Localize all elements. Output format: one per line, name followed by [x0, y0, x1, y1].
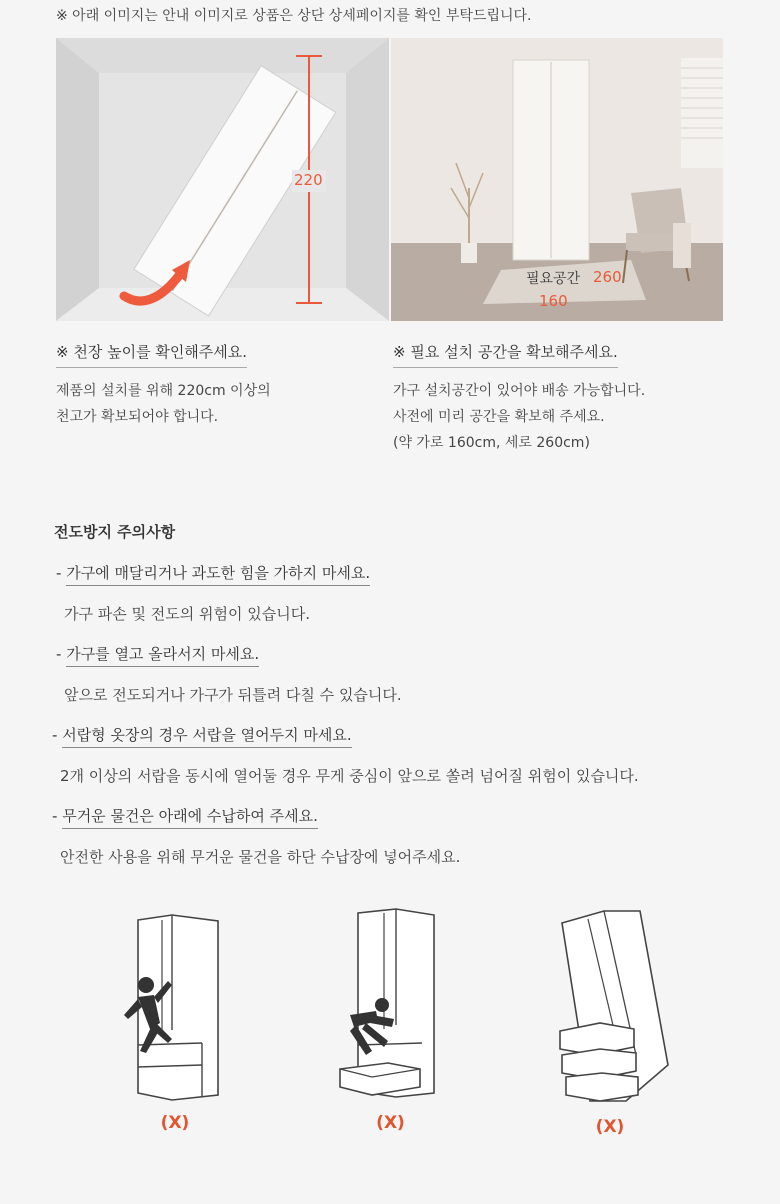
warning-mark: (X)	[595, 1117, 625, 1137]
warning-mark: (X)	[376, 1113, 405, 1133]
space-caption-line: (약 가로 160cm, 세로 260cm)	[393, 435, 590, 451]
section-title: 전도방지 주의사항	[54, 523, 176, 541]
rule-dash: -	[52, 807, 58, 825]
ceiling-height-image	[56, 38, 389, 321]
depth-value: 260	[593, 268, 622, 286]
top-notice: ※ 아래 이미지는 안내 이미지로 상품은 상단 상세페이지를 확인 부탁드립니다.	[56, 8, 532, 24]
rule-description: 가구 파손 및 전도의 위험이 있습니다.	[64, 605, 310, 623]
ceiling-caption-heading: ※ 천장 높이를 확인해주세요.	[56, 341, 247, 368]
rule-title	[52, 724, 352, 745]
rule-description: 앞으로 전도되거나 가구가 뒤틀려 다칠 수 있습니다.	[64, 686, 402, 704]
rule-title-text: 가구를 열고 올라서지 마세요.	[66, 645, 259, 667]
installation-space-image	[391, 38, 723, 321]
rule-title	[56, 643, 259, 664]
illustration-open-drawers	[540, 905, 680, 1140]
rule-dash: -	[56, 645, 62, 663]
rule-title-text: 가구에 매달리거나 과도한 힘을 가하지 마세요.	[66, 564, 370, 586]
rule-title	[56, 562, 370, 583]
space-caption-heading: ※ 필요 설치 공간을 확보해주세요.	[393, 341, 618, 368]
rule-description: 안전한 사용을 위해 무거운 물건을 하단 수납장에 넣어주세요.	[60, 848, 461, 866]
rule-dash: -	[56, 564, 62, 582]
rule-title-text: 서랍형 옷장의 경우 서랍을 열어두지 마세요.	[62, 726, 351, 748]
space-caption	[393, 341, 645, 456]
ceiling-caption-line: 천고가 확보되어야 합니다.	[56, 409, 219, 425]
rule-title-text: 무거운 물건은 아래에 수납하여 주세요.	[62, 807, 318, 829]
space-caption-line: 가구 설치공간이 있어야 배송 가능합니다.	[393, 383, 646, 399]
illustration-climbing	[328, 905, 453, 1140]
space-caption-line: 사전에 미리 공간을 확보해 주세요.	[393, 409, 605, 425]
rule-title	[52, 805, 318, 826]
ceiling-caption	[56, 341, 271, 430]
rule-dash: -	[52, 726, 58, 744]
warning-mark: (X)	[160, 1113, 190, 1133]
rule-description: 2개 이상의 서랍을 동시에 열어둘 경우 무게 중심이 앞으로 쏠려 넘어질 위험이 있습니다.	[60, 767, 639, 785]
space-label: 필요공간	[526, 271, 581, 287]
width-value: 160	[539, 292, 568, 310]
illustration-hanging	[110, 905, 240, 1140]
ceiling-caption-line: 제품의 설치를 위해 220cm 이상의	[56, 383, 271, 399]
height-label: 220	[294, 171, 323, 189]
